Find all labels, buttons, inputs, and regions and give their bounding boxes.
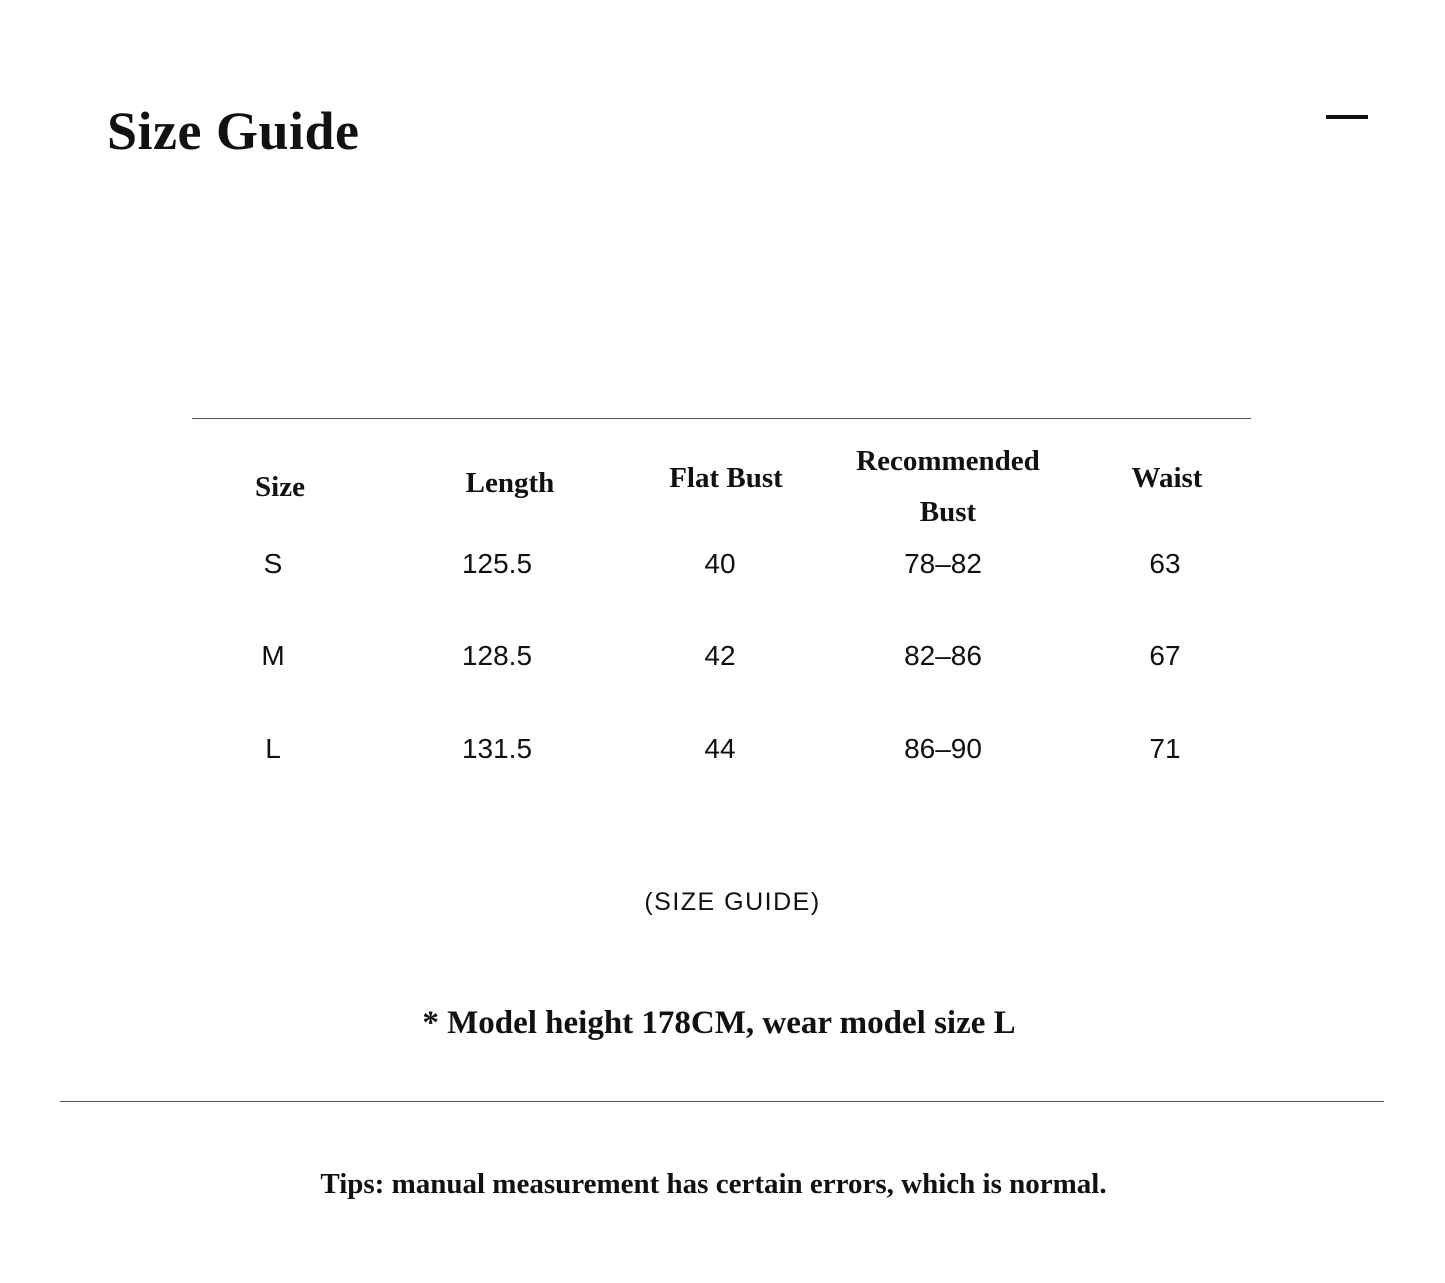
cell-flat-bust: 44 [704,733,736,764]
cell-size: L [265,733,281,764]
header-recommended-bust: Recommended Bust [856,445,1040,528]
cell-waist: 63 [1149,548,1181,579]
bottom-divider [60,1101,1384,1102]
tips-text: Tips: manual measurement has certain errors, which is normal. [320,1168,1107,1200]
table-top-divider [192,418,1251,419]
cell-length: 131.5 [461,733,533,764]
cell-recommended-bust: 82–86 [904,640,982,671]
cell-flat-bust: 42 [704,640,736,671]
cell-length: 125.5 [461,548,533,579]
model-note: * Model height 178CM, wear model size L [422,1005,1016,1041]
header-waist: Waist [1131,462,1203,494]
cell-recommended-bust: 78–82 [904,548,982,579]
header-flat-bust: Flat Bust [669,462,783,494]
header-size: Size [255,471,305,503]
header-length: Length [465,467,555,499]
cell-waist: 67 [1149,640,1181,671]
cell-length: 128.5 [461,640,533,671]
page-title: Size Guide [107,101,360,161]
size-guide-caption: (SIZE GUIDE) [644,888,821,916]
minimize-icon[interactable] [1326,115,1368,119]
cell-waist: 71 [1149,733,1181,764]
cell-recommended-bust: 86–90 [904,733,982,764]
cell-size: S [263,548,283,579]
cell-size: M [261,640,285,671]
cell-flat-bust: 40 [704,548,736,579]
